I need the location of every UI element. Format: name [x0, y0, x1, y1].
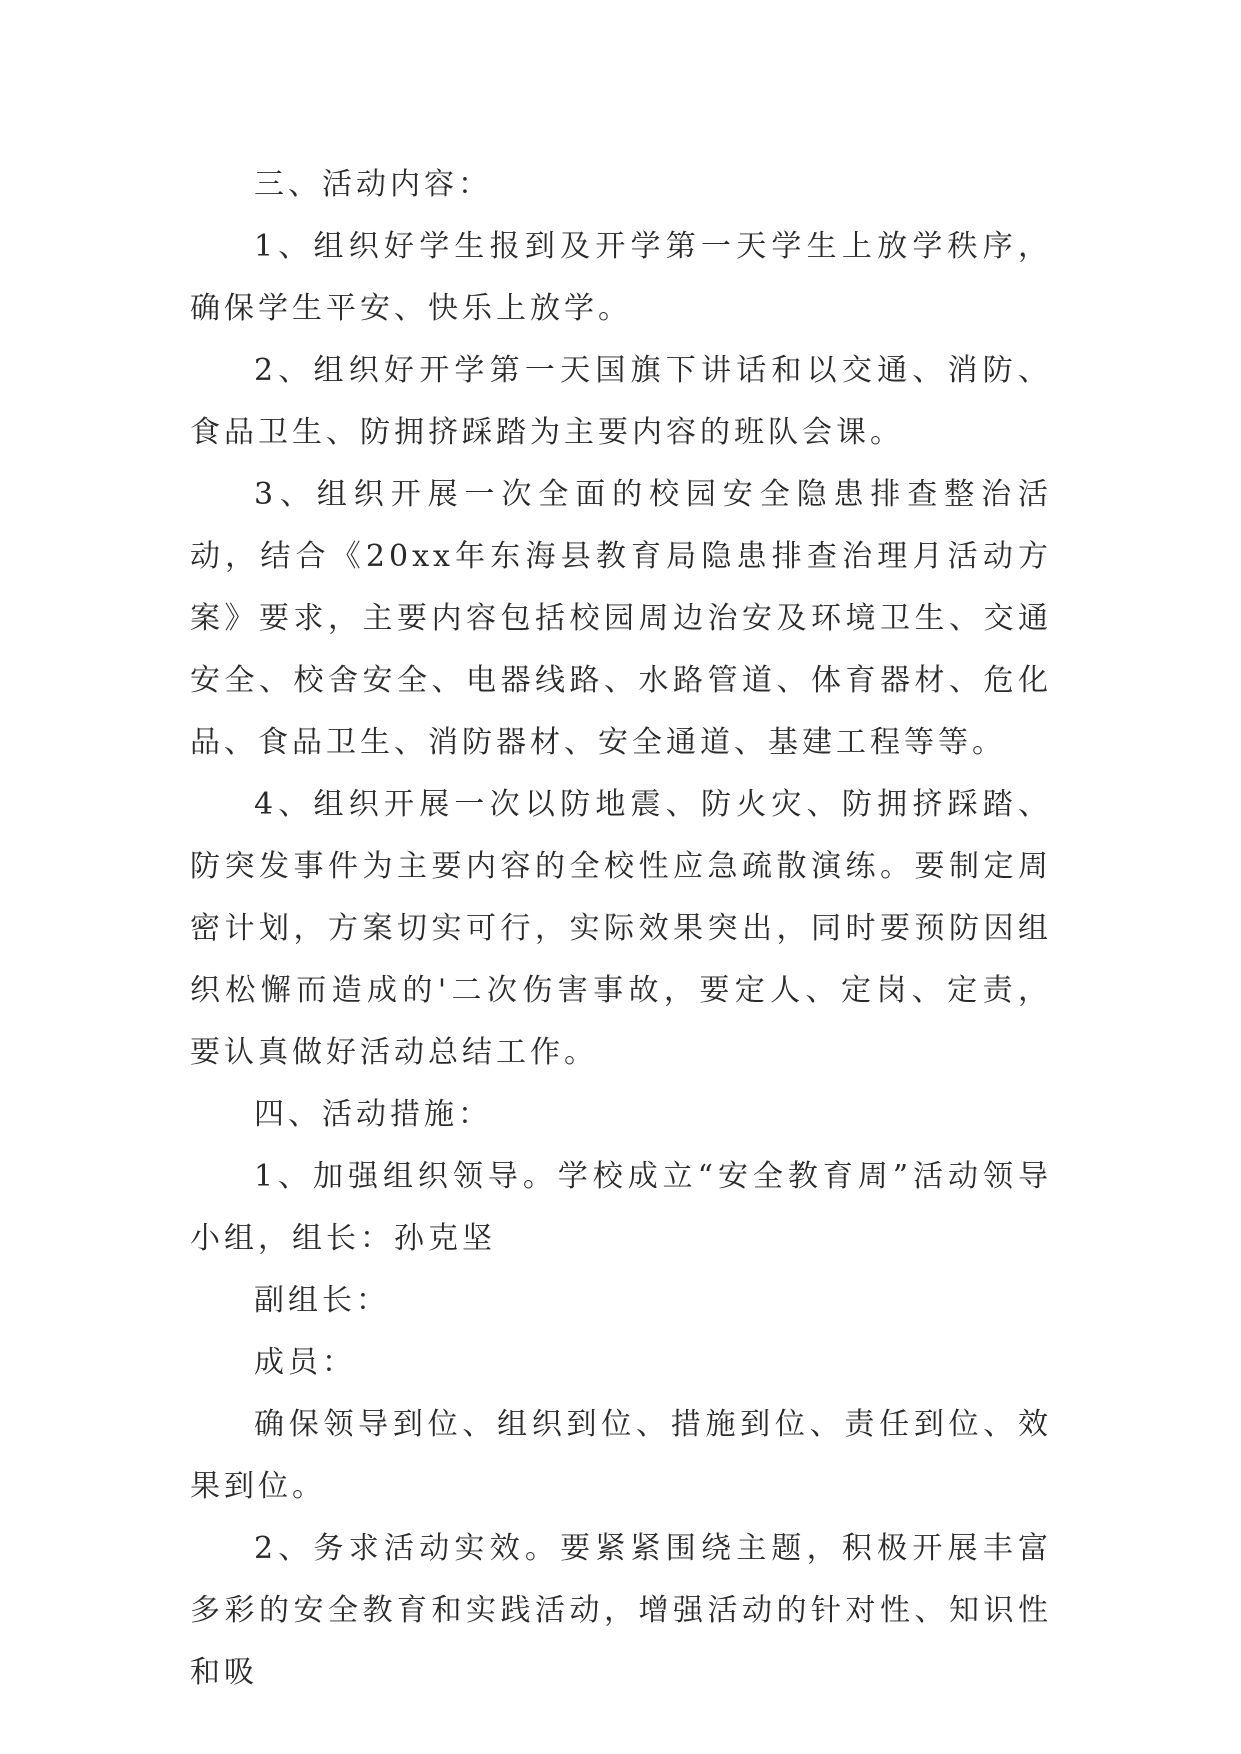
paragraph: 2、组织好开学第一天国旗下讲话和以交通、消防、食品卫生、防拥挤踩踏为主要内容的班队会课。: [190, 353, 1052, 450]
paragraph: 4、组织开展一次以防地震、防火灾、防拥挤踩踏、防突发事件为主要内容的全校性应急疏散演练。要制定周密计划，方案切实可行，实际效果突出，同时要预防因组织松懈而造成的'二次伤害事故，要定人、定岗、定责，要认真做好活动总结工作。: [190, 787, 1052, 1070]
paragraph: 副组长：: [254, 1283, 390, 1318]
paragraph: 2、务求活动实效。要紧紧围绕主题，积极开展丰富多彩的安全教育和实践活动，增强活动的针对性、知识性和吸: [190, 1531, 1052, 1690]
paragraph: 1、组织好学生报到及开学第一天学生上放学秩序，确保学生平安、快乐上放学。: [190, 229, 1052, 326]
section-heading-activity-measures: 四、活动措施：: [254, 1097, 492, 1132]
paragraph: 成员：: [254, 1345, 356, 1380]
document-body: [190, 154, 1052, 1704]
section-heading-activity-content: 三、活动内容：: [254, 167, 492, 202]
paragraph: 确保领导到位、组织到位、措施到位、责任到位、效果到位。: [190, 1407, 1052, 1504]
paragraph: 3、组织开展一次全面的校园安全隐患排查整治活动，结合《20xx年东海县教育局隐患排查治理月活动方案》要求，主要内容包括校园周边治安及环境卫生、交通安全、校舍安全、电器线路、水路管道、体育器材、危化品、食品卫生、消防器材、安全通道、基建工程等等。: [190, 477, 1052, 760]
paragraph: 1、加强组织领导。学校成立“安全教育周”活动领导小组，组长：孙克坚: [190, 1159, 1052, 1256]
